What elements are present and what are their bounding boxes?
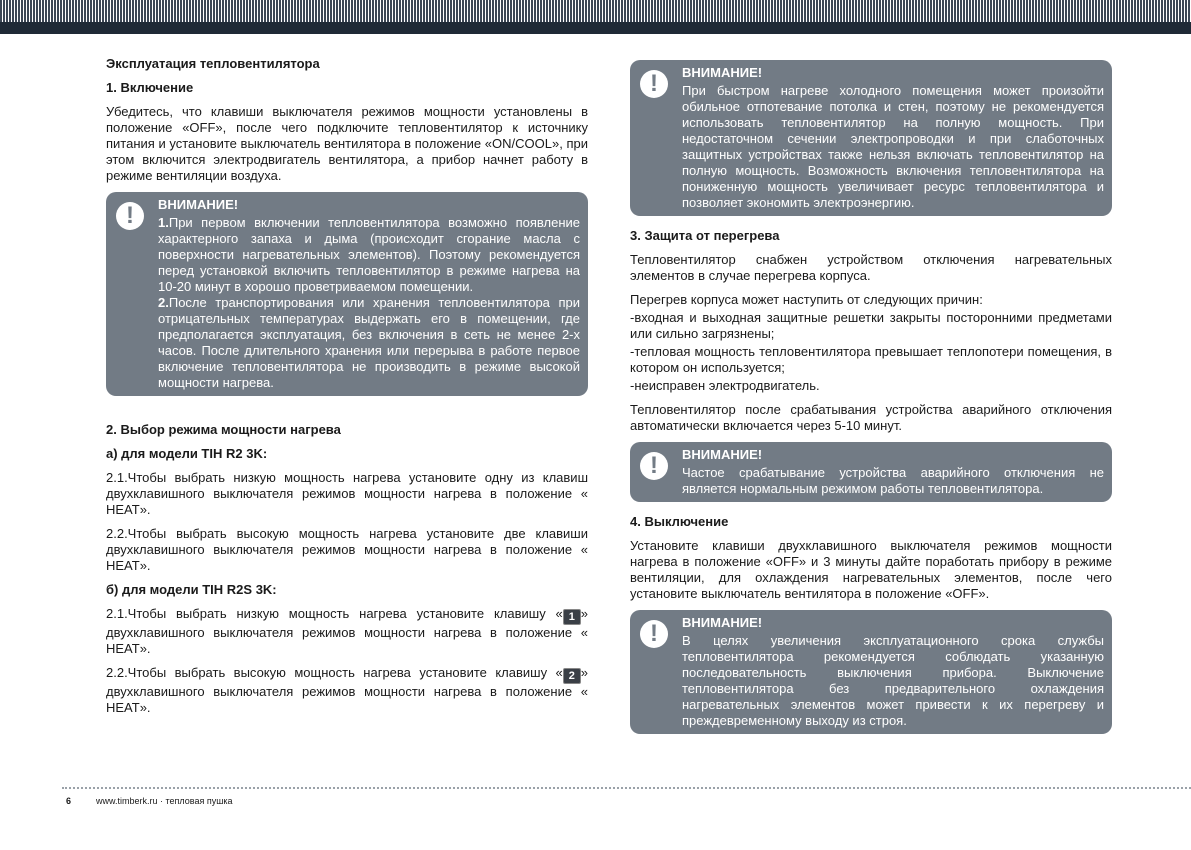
section-3-cause-1: -входная и выходная защитные решетки закрыты посторонними предметами или сильно загрязнены; xyxy=(630,310,1112,341)
warning-4-text: В целях увеличения эксплуатационного срока службы тепловентилятора рекомендуется соблюдать указанную последовательность выключения прибора. Выключение тепловентилятора без предварительного охлаждения нагревательных элементов может привести к их перегреву и преждевременному выходу из строя. xyxy=(682,633,1104,728)
right-column xyxy=(630,60,1112,746)
warning-title: ВНИМАНИЕ! xyxy=(682,615,763,630)
section-2b-step-1: 2.1.Чтобы выбрать низкую мощность нагрева установите клавишу « 1 » двухклавишного выключателя режимов мощности нагрева в положение « HEAT». xyxy=(106,606,588,656)
section-2a-title: а) для модели TIH R2 3K: xyxy=(106,446,268,461)
section-1-title: 1. Включение xyxy=(106,80,194,95)
warning-1-item-2 xyxy=(158,295,580,391)
section-3-cause-2: -тепловая мощность тепловентилятора превышает теплопотери помещения, в котором он используется; xyxy=(630,344,1112,375)
section-2-title: 2. Выбор режима мощности нагрева xyxy=(106,422,341,437)
section-title: Эксплуатация тепловентилятора xyxy=(106,56,320,71)
left-column xyxy=(106,56,588,724)
warning-box-3 xyxy=(630,442,1112,502)
page-number: 6 xyxy=(66,796,72,806)
section-2a-step-2: 2.2.Чтобы выбрать высокую мощность нагрева установите две клавиши двухклавишного выключателя режимов мощности нагрева в положение « HEAT». xyxy=(106,526,588,573)
top-stripe-bar xyxy=(0,0,1191,34)
warning-3-text: Частое срабатывание устройства аварийного отключения не является нормальным режимом работы тепловентилятора. xyxy=(682,465,1104,496)
key-2-icon: 2 xyxy=(563,668,581,684)
warning-title: ВНИМАНИЕ! xyxy=(682,447,763,462)
section-4-title: 4. Выключение xyxy=(630,514,729,529)
warning-box-1 xyxy=(106,192,588,396)
exclamation-icon: ! xyxy=(116,202,144,230)
warning-title: ВНИМАНИЕ! xyxy=(682,65,763,80)
section-3-text-2: Перегрев корпуса может наступить от следующих причин: xyxy=(630,292,983,307)
section-3-text-1: Тепловентилятор снабжен устройством отключения нагревательных элементов в случае перегрева корпуса. xyxy=(630,252,1112,283)
warning-box-2 xyxy=(630,60,1112,216)
warning-2-text: При быстром нагреве холодного помещения может произойти обильное отпотевание потолка и стен, поэтому не рекомендуется использовать тепловентилятор на полную мощность. При недостаточном сечении электропроводки и при слаботочных защитных устройствах также нельзя включать тепловентилятор на полную мощность. Возможность включения тепловентилятора на пониженную мощность увеличивает ресурс тепловентилятора и позволяет экономить электроэнергию. xyxy=(682,83,1104,210)
item-number: 1. xyxy=(158,215,169,230)
section-3-cause-3: -неисправен электродвигатель. xyxy=(630,378,820,393)
exclamation-icon: ! xyxy=(640,620,668,648)
warning-1-item-1 xyxy=(158,215,580,295)
item-text: При первом включении тепловентилятора возможно появление характерного запаха и дыма (происходит сгорание масла с поверхности нагревательных элементов). Поэтому рекомендуется перед установкой включить тепловентилятор в режиме нагрева на 10-20 минут в хорошо проветриваемом помещении. xyxy=(158,215,580,294)
section-3-title: 3. Защита от перегрева xyxy=(630,228,780,243)
warning-box-4 xyxy=(630,610,1112,734)
item-number: 2. xyxy=(158,295,169,310)
section-4-text: Установите клавиши двухклавишного выключателя режимов мощности нагрева в положение «OFF» и 3 минуты дайте поработать прибору в режиме вентиляции, для охлаждения нагревательных элементов, после чего установите выключатель вентилятора в положение «OFF». xyxy=(630,538,1112,601)
warning-title: ВНИМАНИЕ! xyxy=(158,197,239,212)
section-1-text: Убедитесь, что клавиши выключателя режимов мощности установлены в положение «OFF», после чего подключите тепловентилятор к источнику питания и установите выключатель вентилятора в положение «ON/COOL», при этом включится электродвигатель вентилятора, а прибор начнет работу в режиме вентиляции воздуха. xyxy=(106,104,588,183)
footer-text: www.timberk.ru · тепловая пушка xyxy=(96,796,233,806)
section-2a-step-1: 2.1.Чтобы выбрать низкую мощность нагрева установите одну из клавиш двухклавишного выключателя режимов мощности нагрева в положение « HEAT». xyxy=(106,470,588,517)
exclamation-icon: ! xyxy=(640,70,668,98)
section-2b-title: б) для модели TIH R2S 3K: xyxy=(106,582,277,597)
section-3-text-3: Тепловентилятор после срабатывания устройства аварийного отключения автоматически включается через 5-10 минут. xyxy=(630,402,1112,433)
key-1-icon: 1 xyxy=(563,609,581,625)
item-text: После транспортирования или хранения тепловентилятора при отрицательных температурах выдержать его в помещении, где предполагается эксплуатация, без включения в сеть не менее 2-х часов. После длительного хранения или перерыва в работе первое включение тепловентилятора не производить в режиме высокой мощности нагрева. xyxy=(158,295,580,390)
section-2b-step-2: 2.2.Чтобы выбрать высокую мощность нагрева установите клавишу « 2 » двухклавишного выключателя режимов мощности нагрева в положение « HEAT». xyxy=(106,665,588,715)
exclamation-icon: ! xyxy=(640,452,668,480)
footer-divider xyxy=(62,787,1191,789)
